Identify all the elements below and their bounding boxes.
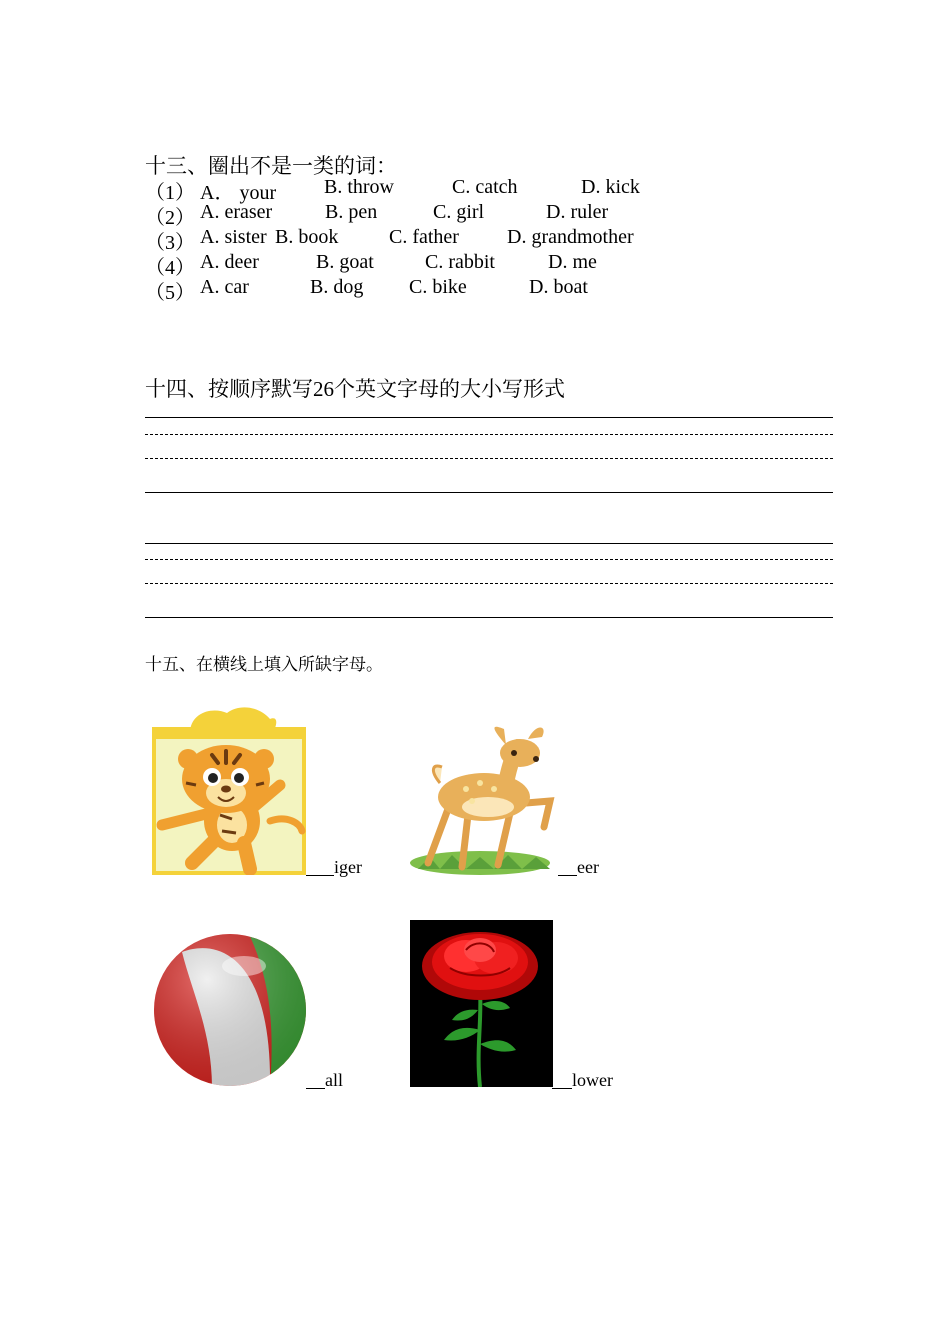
option-d: D. boat (529, 276, 588, 298)
word-suffix: eer (577, 857, 599, 877)
option-c: C. catch (452, 176, 518, 198)
option-b: B. book (275, 226, 339, 248)
option-d: D. grandmother (507, 226, 634, 248)
fill-in-flower (552, 1070, 613, 1091)
option-b: B. pen (325, 201, 378, 223)
option-b: B. dog (310, 276, 364, 298)
option-a: A. eraser (200, 201, 273, 223)
word-suffix: lower (572, 1070, 613, 1090)
section-14-heading: 十四、按顺序默写26个英文字母的大小写形式 (145, 377, 565, 401)
option-d: D. me (548, 251, 597, 273)
option-c: C. girl (433, 201, 485, 223)
writing-line (145, 434, 833, 435)
option-d: D. kick (581, 176, 640, 198)
option-b: B. throw (324, 176, 394, 198)
option-a: A. sister (200, 226, 267, 248)
question-number: （5） (145, 282, 195, 304)
option-c: C. rabbit (425, 251, 495, 273)
word-suffix: iger (334, 857, 362, 877)
writing-line (145, 543, 833, 544)
question-number: （1） (145, 182, 195, 204)
answer-blank[interactable] (306, 859, 334, 876)
writing-line (145, 417, 833, 418)
option-c: C. father (389, 226, 459, 248)
section-15-heading: 十五、在横线上填入所缺字母。 (145, 655, 383, 674)
answer-blank[interactable] (552, 1072, 572, 1089)
question-number: （2） (145, 207, 195, 229)
answer-blank[interactable] (558, 859, 577, 876)
answer-blank[interactable] (306, 1072, 325, 1089)
writing-line (145, 492, 833, 493)
option-a: A． your (200, 182, 277, 204)
section-13-heading: 十三、圈出不是一类的词： (145, 154, 397, 178)
fill-in-deer (558, 857, 599, 878)
deer-picture (410, 723, 560, 875)
fill-in-tiger (306, 857, 362, 878)
fill-in-ball (306, 1070, 343, 1091)
word-suffix: all (325, 1070, 343, 1090)
flower-picture (410, 920, 553, 1087)
question-number: （3） (145, 232, 195, 254)
option-a: A. car (200, 276, 249, 298)
ball-picture (152, 932, 308, 1088)
writing-line (145, 458, 833, 459)
question-number: （4） (145, 257, 195, 279)
option-c: C. bike (409, 276, 467, 298)
tiger-picture (152, 703, 307, 875)
option-a: A. deer (200, 251, 259, 273)
option-b: B. goat (316, 251, 374, 273)
writing-line (145, 559, 833, 560)
writing-line (145, 583, 833, 584)
writing-line (145, 617, 833, 618)
option-d: D. ruler (546, 201, 609, 223)
